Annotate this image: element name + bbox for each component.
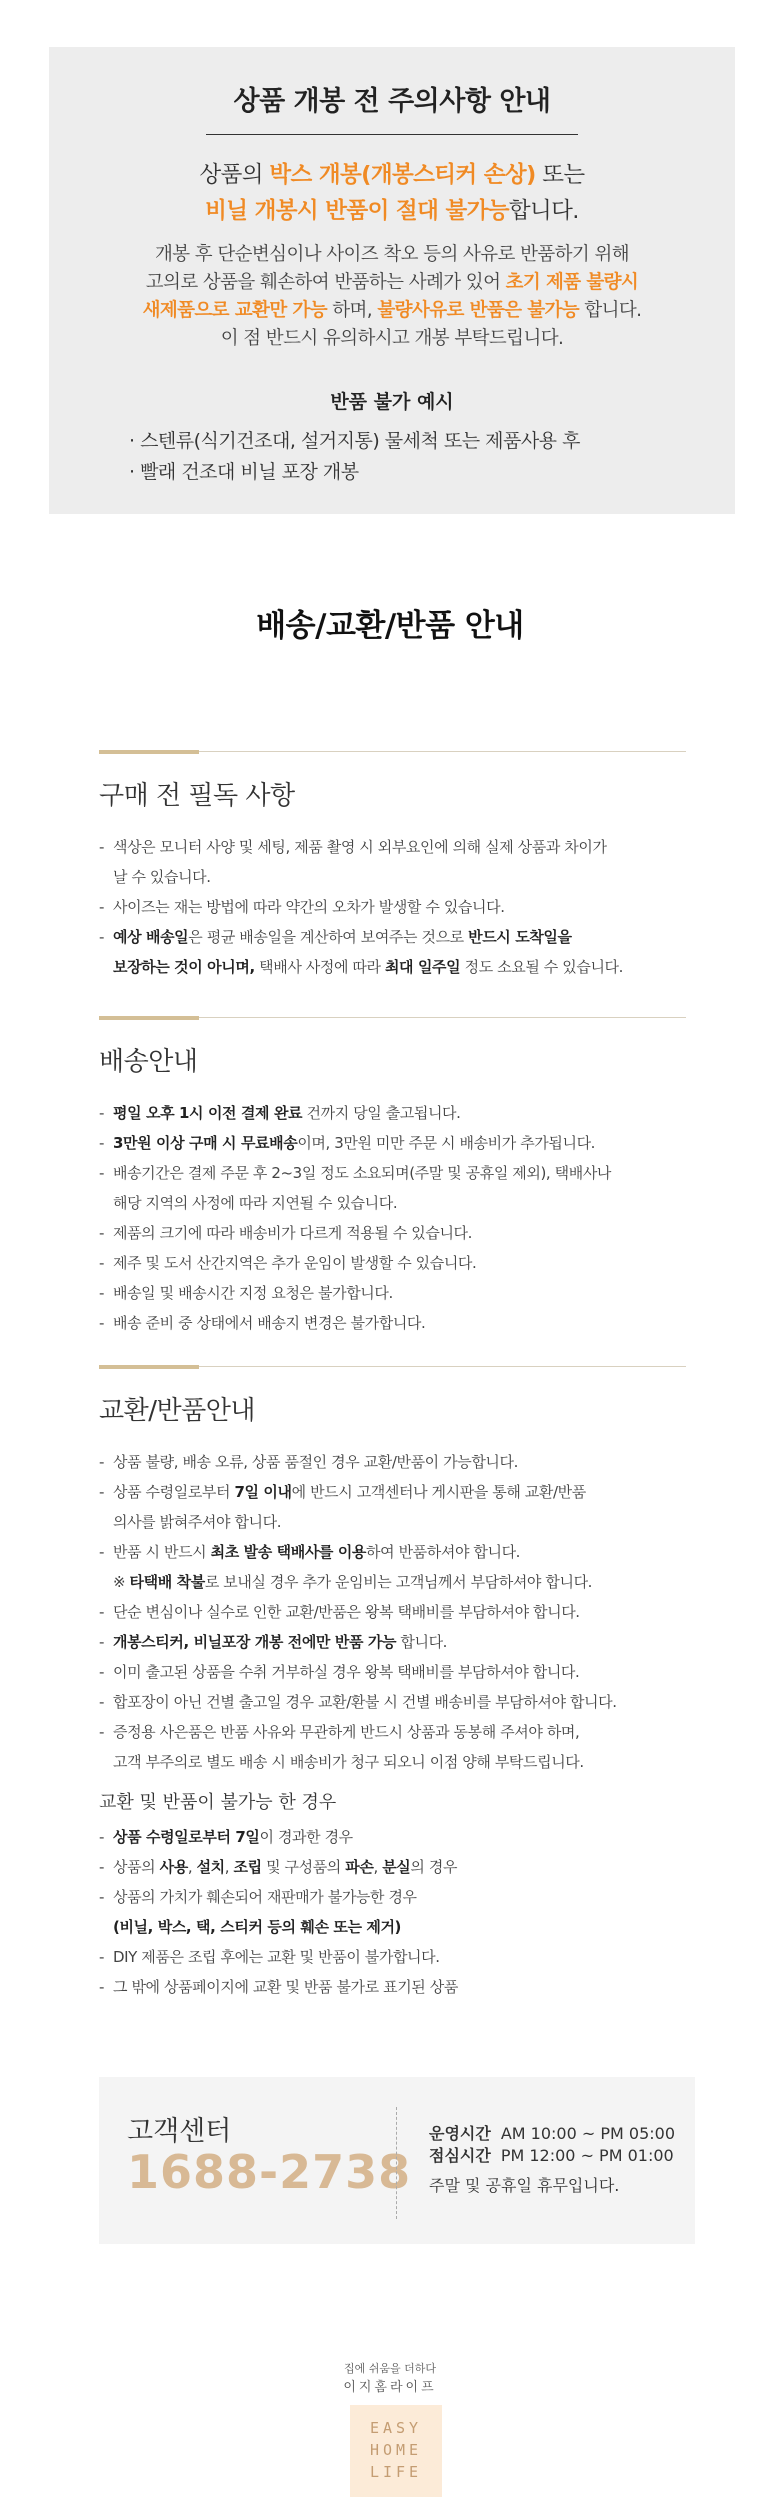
return-impossible-title: 반품 불가 예시: [330, 391, 454, 413]
body-text: 고의로 상품을 훼손하여 반품하는 사례가 있어: [145, 272, 506, 293]
list-item: [99, 1477, 686, 1537]
list-item: - 단순 변심이나 실수로 인한 교환/반품은 왕복 택배비를 부담하셔야 합니다.: [99, 1597, 686, 1627]
logo-line: HOME: [369, 2441, 423, 2459]
purchase-list: [99, 832, 686, 982]
shipping-list: [99, 1098, 686, 1338]
list-text: 하여 반품하셔야 합니다.: [366, 1543, 521, 1561]
brand-name: 이지홈라이프: [343, 2380, 437, 2395]
bold-text: 7일 이내: [234, 1483, 292, 1501]
bold-text: (비닐, 박스, 택, 스티커 등의 훼손 또는 제거): [113, 1918, 402, 1936]
list-item: - 배송 준비 중 상태에서 배송지 변경은 불가합니다.: [99, 1308, 686, 1338]
list-text: 고객 부주의로 별도 배송 시 배송비가 청구 되오니 이점 양해 부탁드립니다.: [113, 1753, 584, 1771]
list-text: ,: [187, 1858, 197, 1876]
list-item: - 제주 및 도서 산간지역은 추가 운임이 발생할 수 있습니다.: [99, 1248, 686, 1278]
note-mark: ※: [113, 1573, 130, 1591]
notice-body-line: 개봉 후 단순변심이나 사이즈 착오 등의 사유로 반품하기 위해: [154, 244, 630, 265]
list-text: ,: [224, 1858, 234, 1876]
list-text: 합니다.: [396, 1633, 448, 1651]
bold-text: 보장하는 것이 아니며,: [113, 958, 255, 976]
bold-text: 예상 배송일: [113, 928, 189, 946]
bold-text: 평일 오후 1시 이전 결제 완료: [113, 1104, 303, 1122]
customer-center-phone[interactable]: 1688-2738: [127, 2145, 412, 2199]
bold-text: 분실: [382, 1858, 411, 1876]
lunch-label: 점심시간: [429, 2146, 491, 2165]
list-text: 날 수 있습니다.: [113, 868, 211, 886]
list-text: 정도 소요될 수 있습니다.: [460, 958, 623, 976]
body-text: 하며,: [326, 300, 378, 321]
section-divider: [99, 750, 686, 753]
logo-line: EASY: [369, 2419, 423, 2437]
list-item: - DIY 제품은 조립 후에는 교환 및 반품이 불가합니다.: [99, 1942, 686, 1972]
list-item: - 제품의 크기에 따라 배송비가 다르게 적용될 수 있습니다.: [99, 1218, 686, 1248]
list-text: 반품 시 반드시: [113, 1543, 211, 1561]
list-item: [99, 1627, 686, 1657]
lead-highlight: 박스 개봉(개봉스티커 손상): [269, 162, 536, 188]
page-heading: 배송/교환/반품 안내: [256, 608, 524, 644]
example-item: · 빨래 건조대 비닐 포장 개봉: [129, 461, 359, 483]
example-item: · 스텐류(식기건조대, 설거지통) 물세척 또는 제품사용 후: [129, 430, 580, 452]
notice-body: [49, 241, 735, 353]
list-item: - 배송일 및 배송시간 지정 요청은 불가합니다.: [99, 1278, 686, 1308]
business-hours: [429, 2123, 675, 2197]
shipping-section: [99, 1016, 686, 1338]
hours-value: AM 10:00 ~ PM 05:00: [500, 2124, 675, 2143]
lead-highlight: 비닐 개봉시 반품이 절대 불가능: [205, 198, 509, 224]
bold-text: 파손: [345, 1858, 374, 1876]
section-title: 배송안내: [99, 1047, 198, 1077]
list-item: [99, 1882, 686, 1942]
list-item: - 상품 불량, 배송 오류, 상품 품절인 경우 교환/반품이 가능합니다.: [99, 1447, 686, 1477]
list-text: 에 반드시 고객센터나 게시판을 통해 교환/반품: [291, 1483, 586, 1501]
list-item: [99, 922, 686, 982]
bold-text: 최초 발송 택배사를 이용: [210, 1543, 367, 1561]
list-text: - 증정용 사은품은 반품 사유와 무관하게 반드시 상품과 동봉해 주셔야 하며,: [113, 1723, 580, 1741]
notice-box: [49, 47, 735, 514]
exchange-list: [99, 1447, 686, 1777]
bold-text: 3만원 이상 구매 시 무료배송: [113, 1134, 298, 1152]
bold-text: 사용: [159, 1858, 188, 1876]
section-divider: [99, 1016, 686, 1019]
bold-text: 개봉스티커, 비닐포장 개봉 전에만 반품 가능: [113, 1633, 397, 1651]
hours-label: 운영시간: [429, 2124, 491, 2143]
purchase-section: [99, 750, 686, 982]
body-highlight: 불량사유로 반품은 불가능: [377, 300, 580, 321]
list-text: 및 구성품의: [261, 1858, 346, 1876]
list-text: 상품 수령일로부터: [113, 1483, 235, 1501]
holiday-note: 주말 및 공휴일 휴무입니다.: [429, 2176, 620, 2195]
notice-body-line: 이 점 반드시 유의하시고 개봉 부탁드립니다.: [220, 328, 564, 349]
list-item: [99, 1852, 686, 1882]
body-highlight: 새제품으로 교환만 가능: [142, 300, 327, 321]
list-item: [99, 1128, 686, 1158]
brand-logo: [350, 2405, 442, 2497]
list-text: ,: [373, 1858, 383, 1876]
return-impossible-list: [129, 426, 735, 488]
section-title: 교환/반품안내: [99, 1396, 255, 1426]
list-text: 상품의: [113, 1858, 160, 1876]
lead-text: 합니다.: [508, 198, 579, 224]
no-return-section: [99, 1788, 686, 2002]
exchange-section: [99, 1365, 686, 1777]
bold-text: 설치: [196, 1858, 225, 1876]
section-divider: [99, 1365, 686, 1368]
bold-text: 반드시 도착일을: [468, 928, 572, 946]
list-item: - 사이즈는 재는 방법에 따라 약간의 오차가 발생할 수 있습니다.: [99, 892, 686, 922]
list-text: 이며, 3만원 미만 주문 시 배송비가 추가됩니다.: [297, 1134, 596, 1152]
bold-text: 타택배 착불: [129, 1573, 205, 1591]
list-text: 의사를 밝혀주셔야 합니다.: [113, 1513, 282, 1531]
list-text: 건까지 당일 출고됩니다.: [302, 1104, 461, 1122]
section-title: 구매 전 필독 사항: [99, 781, 295, 811]
list-item: [99, 1717, 686, 1777]
list-text: 은 평균 배송일을 계산하여 보여주는 것으로: [188, 928, 469, 946]
list-item: [99, 1537, 686, 1597]
list-item: [99, 1158, 686, 1218]
list-text: 로 보내실 경우 추가 운임비는 고객님께서 부담하셔야 합니다.: [204, 1573, 593, 1591]
list-item: - 이미 출고된 상품을 수취 거부하실 경우 왕복 택배비를 부담하셔야 합니다.: [99, 1657, 686, 1687]
customer-center-box: [99, 2077, 695, 2244]
list-item: - 그 밖에 상품페이지에 교환 및 반품 불가로 표기된 상품: [99, 1972, 686, 2002]
list-item: [99, 832, 686, 892]
lead-text: 또는: [535, 162, 585, 188]
customer-center-label: 고객센터: [127, 2116, 232, 2147]
lunch-value: PM 12:00 ~ PM 01:00: [500, 2146, 674, 2165]
dashed-divider: [396, 2107, 397, 2219]
list-item: - 합포장이 아닌 건별 출고일 경우 교환/환불 시 건별 배송비를 부담하셔야 합니다.: [99, 1687, 686, 1717]
notice-lead: [49, 157, 735, 229]
notice-divider: [206, 134, 578, 135]
bold-text: 최대 일주일: [384, 958, 461, 976]
list-text: 이 경과한 경우: [259, 1828, 353, 1846]
body-highlight: 초기 제품 불량시: [505, 272, 639, 293]
list-text: 의 경우: [410, 1858, 458, 1876]
no-return-list: [99, 1822, 686, 2002]
list-text: - 배송기간은 결제 주문 후 2~3일 정도 소요되며(주말 및 공휴일 제외), 택배사나: [113, 1164, 612, 1182]
list-text: 택배사 사정에 따라: [254, 958, 385, 976]
bold-text: 상품 수령일로부터 7일: [113, 1828, 260, 1846]
list-item: [99, 1098, 686, 1128]
body-text: 합니다.: [579, 300, 642, 321]
lead-text: 상품의: [199, 162, 270, 188]
list-item: [99, 1822, 686, 1852]
section-subtitle: 교환 및 반품이 불가능 한 경우: [99, 1792, 337, 1813]
list-text: - 상품의 가치가 훼손되어 재판매가 불가능한 경우: [113, 1888, 417, 1906]
brand-tagline: 집에 쉬움을 더하다: [343, 2362, 436, 2375]
list-text: 해당 지역의 사정에 따라 지연될 수 있습니다.: [113, 1194, 398, 1212]
bold-text: 조립: [233, 1858, 262, 1876]
list-text: - 색상은 모니터 사양 및 세팅, 제품 촬영 시 외부요인에 의해 실제 상품과 차이가: [113, 838, 607, 856]
logo-line: LIFE: [369, 2463, 423, 2481]
notice-title: 상품 개봉 전 주의사항 안내: [233, 86, 551, 117]
